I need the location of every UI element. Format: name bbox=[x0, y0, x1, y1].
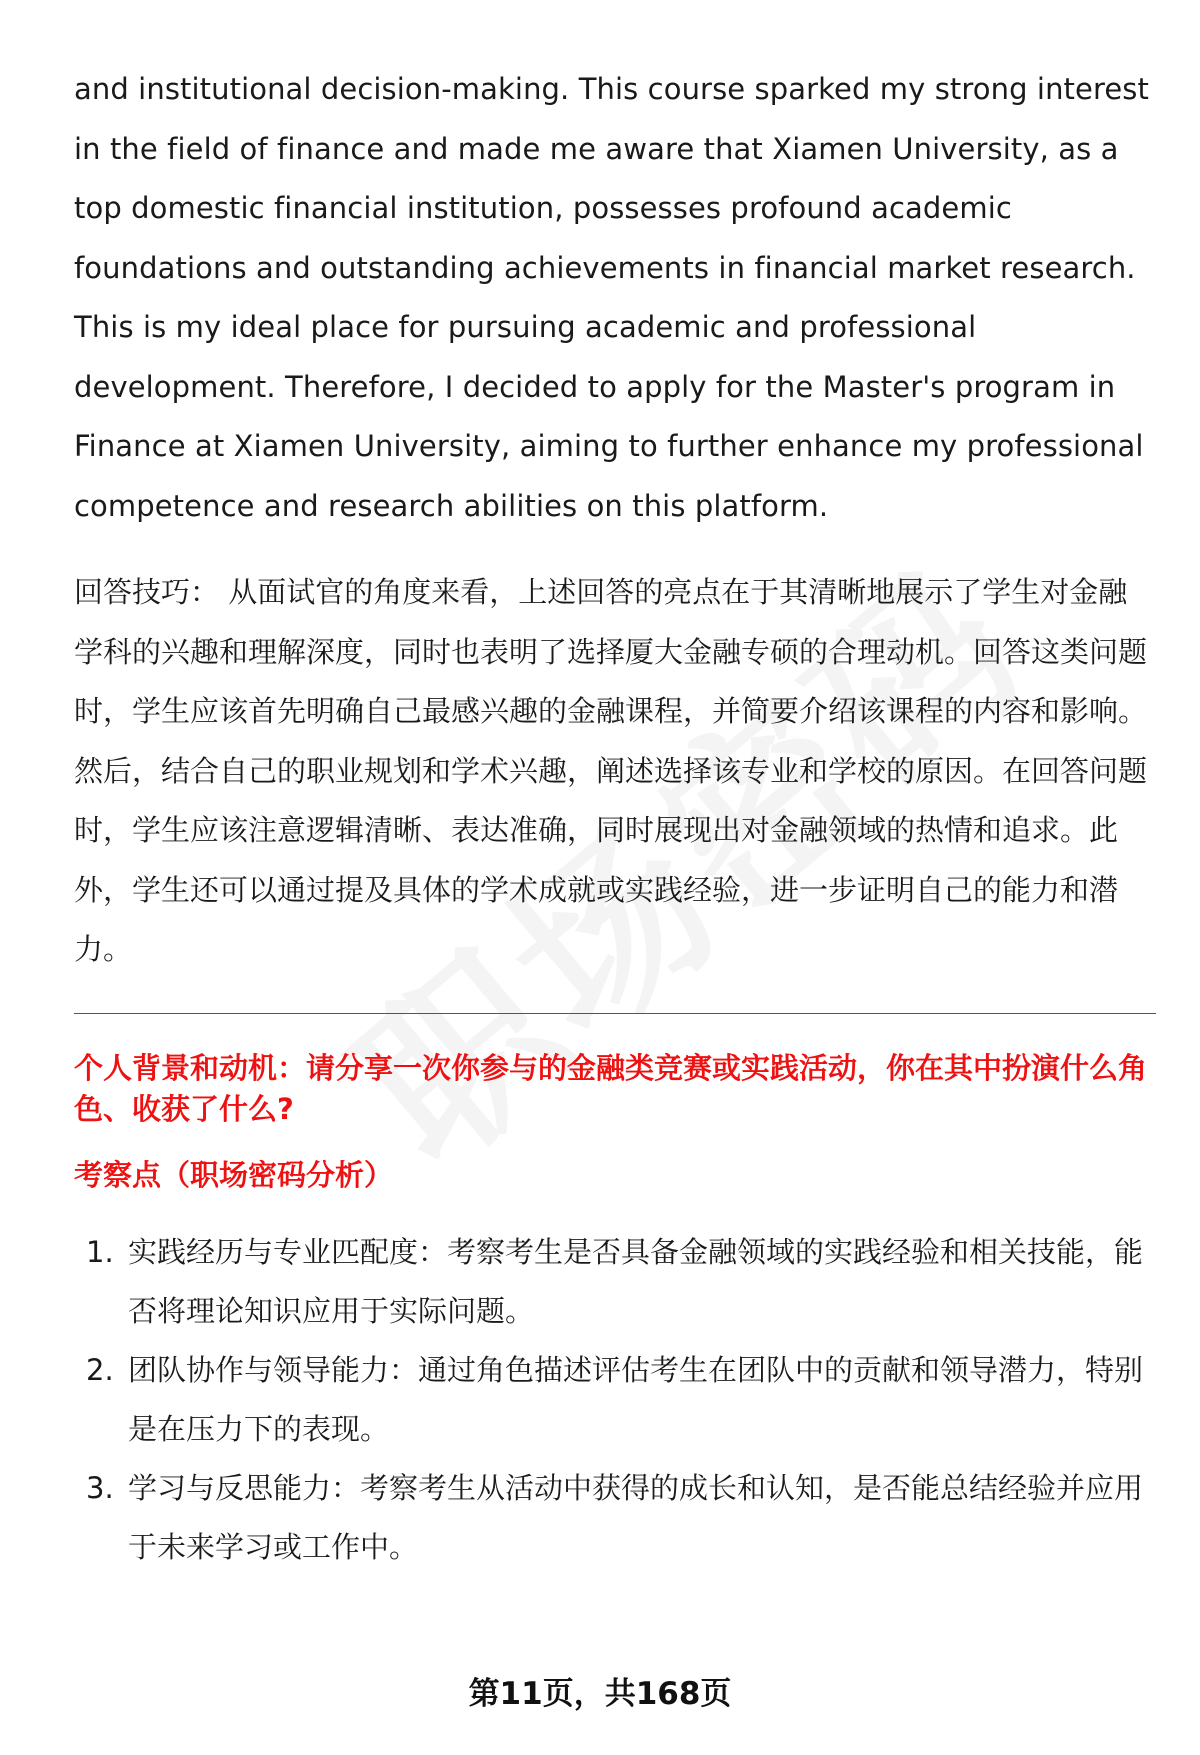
english-answer-paragraph: and institutional decision-making. This course sparked my strong interest in the field of finance and made me aware that Xiamen University, as a top domestic financial institution, possesses profound academic foundations and outstanding achievements in financial market research. This is my ideal place for pursuing academic and professional development. Therefore, I decided to apply for the Master's program in Finance at Xiamen University, aiming to further enhance my professional competence and research abilities on this platform. bbox=[74, 72, 1149, 523]
assessment-point-number: 2. bbox=[86, 1352, 114, 1387]
question-heading: 个人背景和动机：请分享一次你参与的金融类竞赛或实践活动，你在其中扮演什么角色、收获了什么? bbox=[74, 1050, 1148, 1126]
answer-tips-paragraph bbox=[74, 563, 1156, 980]
document-page bbox=[74, 60, 1156, 1577]
assessment-point-number: 1. bbox=[86, 1234, 114, 1269]
assessment-point bbox=[74, 1341, 1156, 1459]
page-number-footer: 第11页，共168页 bbox=[468, 1676, 732, 1712]
assessment-point-text: 实践经历与专业匹配度：考察考生是否具备金融领域的实践经验和相关技能，能否将理论知识应用于实际问题。 bbox=[128, 1234, 1144, 1328]
assessment-point bbox=[74, 1459, 1156, 1577]
assessment-point-number: 3. bbox=[86, 1470, 114, 1505]
assessment-point bbox=[74, 1223, 1156, 1341]
answer-tips-text: 从面试官的角度来看，上述回答的亮点在于其清晰地展示了学生对金融学科的兴趣和理解深度，同时也表明了选择厦大金融专硕的合理动机。回答这类问题时，学生应该首先明确自己最感兴趣的金融课程，并简要介绍该课程的内容和影响。然后，结合自己的职业规划和学术兴趣，阐述选择该专业和学校的原因。在回答问题时，学生应该注意逻辑清晰、表达准确，同时展现出对金融领域的热情和追求。此外，学生还可以通过提及具体的学术成就或实践经验，进一步证明自己的能力和潜力。 bbox=[74, 575, 1148, 966]
answer-tips-label: 回答技巧： bbox=[74, 575, 220, 609]
assessment-heading: 考察点（职场密码分析） bbox=[74, 1157, 394, 1192]
section-divider bbox=[74, 1013, 1156, 1014]
assessment-points-list bbox=[74, 1223, 1156, 1577]
assessment-point-text: 团队协作与领导能力：通过角色描述评估考生在团队中的贡献和领导潜力，特别是在压力下的表现。 bbox=[128, 1352, 1144, 1446]
assessment-point-text: 学习与反思能力：考察考生从活动中获得的成长和认知，是否能总结经验并应用于未来学习或工作中。 bbox=[128, 1470, 1144, 1564]
